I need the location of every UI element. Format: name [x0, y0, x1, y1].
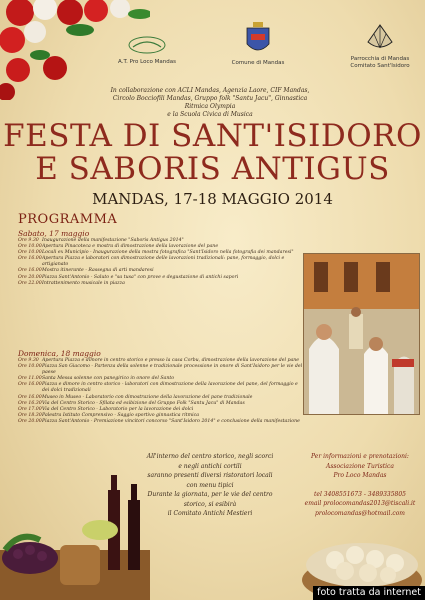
pro-loco-emblem-icon: [127, 35, 167, 55]
contact-line: Associazione Turistica: [326, 462, 394, 470]
schedule-description: Piazza San Giacomo - Partenza della solenne e tradizionale processione in onore di Sant'Isidoro per le vie del paese: [42, 364, 303, 376]
schedule-time: Ore 16.00: [18, 268, 42, 274]
contact-phone: tel 3408551673 - 3489335805: [314, 490, 406, 498]
schedule-time: Ore 16.30: [18, 400, 42, 406]
pro-loco-caption: A.T. Pro Loco Mandas: [118, 59, 176, 65]
schedule-description: Piazza Sant'Antonio - Premiazione vincitori concorso "Sant'Isidoro 2014" e conclusione della manifestazione: [42, 418, 300, 424]
day-sunday: Domenica, 18 maggio: [18, 349, 101, 358]
schedule-description: Mostra itinerante - Rassegna di arti mandaresi: [42, 268, 154, 274]
title-line-1: FESTA DI SANT'ISIDORO: [3, 118, 422, 154]
procession-photo: [303, 253, 420, 415]
note-line: il Comitato Antichi Mestieri: [167, 510, 253, 517]
photo-credit: foto tratta da internet: [313, 586, 425, 600]
schedule-row: [18, 281, 303, 287]
schedule-description: Apertura Pinacoteca e mostra di dimostrazione della lavorazione del pane: [42, 244, 219, 250]
date-line: MANDAS, 17-18 MAGGIO 2014: [92, 190, 333, 208]
note-line: saranno presenti diversi ristoratori locali: [147, 472, 273, 479]
schedule-time: Ore 10.00: [18, 250, 42, 256]
schedule-time: Ore 10.00: [18, 364, 42, 370]
schedule-time: Ore 20.00: [18, 274, 42, 280]
schedule-description: Via del Centro Storico - Sfilata ed esibizione del Gruppo Folk "Santu Jacu" di Mandas: [42, 400, 245, 406]
parrocchia-caption-1: Parrocchia di Mandas: [350, 56, 410, 62]
contact-email: email prolocomandas2013@tiscali.it: [304, 500, 416, 507]
schedule-row: [18, 256, 303, 268]
collab-line: Circolo Bocciofili Mandas, Gruppo folk "Santu Jacu", Ginnastica Ritmica Olympia: [112, 95, 308, 110]
info-left-text: [140, 452, 280, 519]
contact-line: Pro Loco Mandas: [333, 472, 387, 479]
day-saturday: Sabato, 17 maggio: [18, 229, 90, 238]
schedule-description: Inaugurazione della manifestazione "Saboris Antigus 2014": [42, 238, 184, 243]
schedule-description: Santa Messa solenne con panegirico in onore del Santo: [42, 376, 175, 382]
schedule-time: Ore 17.00: [18, 406, 42, 412]
pro-loco-logo: [112, 35, 182, 66]
sunday-schedule: [18, 358, 303, 425]
title-line-2: E SABORIS ANTIGUS: [35, 151, 390, 187]
parrocchia-caption-2: Comitato Sant'Isidoro: [350, 62, 410, 69]
coat-of-arms-icon: [243, 22, 273, 56]
comune-logo: [228, 22, 288, 67]
schedule-time: Ore 11.00: [18, 376, 42, 382]
schedule-time: Ore 20.00: [18, 418, 42, 424]
saturday-schedule: [18, 238, 303, 287]
collaboration-text: [110, 87, 310, 119]
note-line: e negli antichi cortili: [178, 462, 242, 470]
schedule-row: [18, 382, 303, 394]
schedule-description: Museo in Museo - Laboratorio con dimostrazione della lavorazione del pane tradizionale: [42, 394, 253, 400]
schedule-time: Ore 10.00: [18, 244, 42, 250]
schedule-row: [18, 419, 303, 425]
schedule-description: Apertura Piazza e dimore in centro storico e presso la casa Corbu, dimostrazione della lavorazione del pane: [42, 358, 300, 363]
collab-line: In collaborazione con ACLI Mandas, Agenzia Laore, CIF Mandas,: [110, 87, 310, 94]
schedule-description: Intrattenimento musicale in piazza: [42, 280, 125, 286]
shell-emblem-icon: [365, 22, 395, 52]
schedule-time: Ore 16.00: [18, 256, 42, 262]
schedule-description: Locali ex Municipio - Inaugurazione della mostra fotografica "Sant'Isidoro nella fotografia dei mandaresi": [42, 250, 294, 256]
schedule-time: Ore 9.30: [18, 238, 39, 243]
schedule-description: Piazza e dimore in centro storico - laboratori con dimostrazione della lavorazione del pane, del formaggio e dei dolci tradizionali: [42, 382, 298, 394]
contact-email-2: prolocomandas@hotmail.com: [314, 509, 405, 517]
note-line: Durante la giornata, per le vie del centro: [147, 491, 273, 498]
programme-heading: PROGRAMMA: [18, 212, 118, 227]
schedule-time: Ore 16.00: [18, 394, 42, 400]
collab-line: e la Scuola Civica di Musica: [167, 111, 253, 118]
note-line: con menu tipici: [186, 481, 234, 489]
note-line: storico, si esibirà: [183, 500, 237, 508]
schedule-description: Palestra Istituto Comprensivo - Saggio sportivo ginnastica ritmica: [42, 412, 200, 418]
contact-info: [300, 452, 420, 518]
schedule-description: Piazza Sant'Antonio - Saluto e "sa tusa" con prove e degustazione di antichi sapori: [42, 274, 239, 280]
comune-caption: Comune di Mandas: [231, 60, 285, 66]
schedule-description: Apertura Piazza e laboratori con dimostrazione delle lavorazioni tradizionali: pane, formaggio, dolci e artigianato: [42, 256, 285, 268]
schedule-time: Ore 9.30: [18, 358, 39, 363]
parrocchia-logo: [340, 22, 420, 69]
wine-still-life: [0, 470, 150, 600]
schedule-description: Via del Centro Storico - Laboratorio per la lavorazione dei dolci: [42, 406, 194, 412]
schedule-time: Ore 22.00: [18, 280, 42, 286]
contact-line: Per informazioni e prenotazioni:: [311, 453, 409, 460]
schedule-time: Ore 16.00: [18, 382, 42, 388]
note-line: All'interno del centro storico, negli scorci: [146, 453, 274, 460]
schedule-time: Ore 18.30: [18, 412, 42, 418]
schedule-row: [18, 364, 303, 376]
